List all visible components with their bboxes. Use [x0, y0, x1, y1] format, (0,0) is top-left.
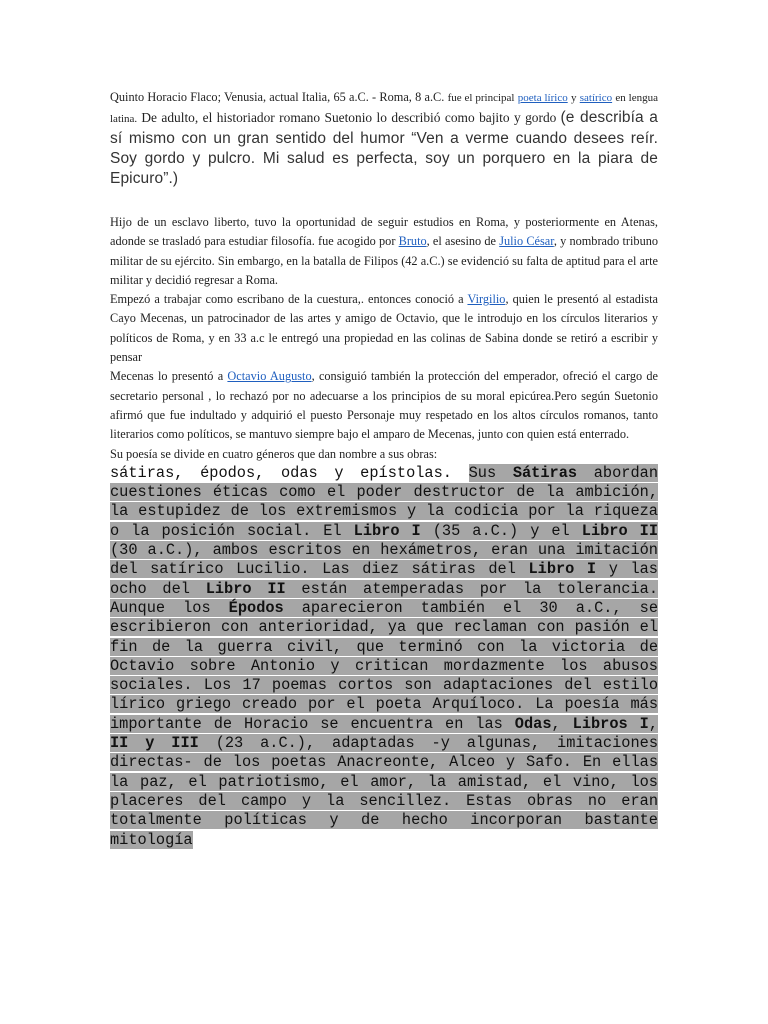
- patron-paragraph: [110, 367, 658, 444]
- works-text: están atemperadas por la tolerancia. Aunque los: [110, 579, 659, 617]
- intro-text-5: De adulto, el historiador romano Suetonio lo describió como bajito y gordo: [141, 110, 557, 125]
- career-paragraph: [110, 290, 658, 367]
- link-bruto[interactable]: Bruto: [398, 234, 427, 249]
- works-bold: Libro II: [581, 521, 659, 540]
- link-virgilio[interactable]: Virgilio: [467, 292, 506, 307]
- link-poeta-lirico[interactable]: poeta lírico: [517, 92, 568, 104]
- spacer: [110, 189, 658, 213]
- works-bold: Libro I: [353, 521, 421, 540]
- works-bold: Épodos: [228, 598, 284, 617]
- works-bold: Libro I: [528, 560, 597, 579]
- works-bold: II y III: [110, 734, 199, 753]
- link-octavio-augusto[interactable]: Octavio Augusto: [227, 369, 312, 384]
- intro-text: Quinto Horacio Flaco; Venusia, actual Italia, 65 a.C. - Roma, 8 a.C.: [110, 90, 445, 104]
- genres-list: sátiras, épodos, odas y epístolas.: [110, 463, 452, 482]
- works-bold: Libro II: [205, 579, 286, 598]
- works-text: (35 a.C.) y el: [432, 521, 570, 540]
- intro-text-3: y: [570, 92, 577, 104]
- bio-text-3: , y nombrado tribuno militar de su ejército. Sin embargo, en la batalla de Filipos (42 a.C.) se evidenció su falta de aptitud para el arte militar y decidió regresar a Roma.: [110, 234, 659, 287]
- career-text-1: Empezó a trabajar como escribano de la cuestura,. entonces conoció a: [110, 292, 464, 307]
- humor-quote: (e describía a sí mismo con un gran sentido del humor “Ven a verme cuando desees reír. Soy gordo y pulcro. Mi salud es perfecta, soy un porquero en la piara de Epicuro”.): [110, 109, 658, 187]
- link-julio-cesar[interactable]: Julio César: [499, 234, 554, 249]
- works-bold: Libros I: [572, 714, 649, 733]
- works-text: (23 a.C.), adaptadas -y algunas, imitaciones directas- de los poetas Anacreonte, Alceo y Safo. En ellas la paz, el patriotismo, el amor, la amistad, el vino, los placeres del campo y la sencillez. Estas obras no eran totalmente políticas y de hecho incorporan bastante mitología: [110, 734, 659, 849]
- intro-paragraph: [110, 88, 658, 189]
- works-text: aparecieron también el 30 a.C., se escribieron con anterioridad, ya que reclaman con pasión el fin de la guerra civil, que terminó con la victoria de Octavio sobre Antonio y critican mordazmente los abusos sociales. Los 17 poemas cortos son adaptaciones del estilo lírico griego creado por el poeta Arquíloco. La poesía más importante de Horacio se encuentra en las: [110, 598, 659, 733]
- works-text: y las ocho del: [110, 560, 658, 598]
- genres-intro: [110, 445, 658, 464]
- link-satirico[interactable]: satírico: [579, 92, 613, 104]
- biography-paragraph: [110, 213, 658, 290]
- works-text: (30 a.C.), ambos escritos en hexámetros, eran una imitación del satírico Lucilio. Las diez sátiras del: [110, 541, 658, 579]
- works-text: ,: [551, 714, 561, 733]
- career-text-2: , quien le presentó al estadista Cayo Mecenas, un patrocinador de las artes y amigo de Octavio, que le introdujo en los círculos literarios y políticos de Roma, y en 33 a.c le entregó una propiedad en las colinas de Sabina donde se retiró a escribir y pensar: [110, 292, 659, 365]
- works-text: abordan cuestiones éticas como el poder destructor de la ambición, la estupidez de los extremismos y la codicia por la riqueza o la posición social. El: [110, 463, 659, 540]
- works-text: ,: [648, 714, 659, 733]
- works-text: Sus: [468, 463, 497, 482]
- document-page: [110, 88, 658, 850]
- bio-text-1: Hijo de un esclavo liberto, tuvo la oportunidad de seguir estudios en Roma, y posteriormente en Atenas, adonde se trasladó para estudiar filosofía. fue acogido por: [110, 215, 658, 249]
- works-paragraph: [110, 464, 658, 850]
- patron-text-2: , consiguió también la protección del emperador, ofreció el cargo de secretario personal , lo rechazó por no adecuarse a los principios de su moral epicúrea.Pero según Suetonio afirmó que fue indultado y adquirió el puesto Personaje muy respetado en los altos círculos romanos, tanto literarios como políticos, se mantuvo siempre bajo el amparo de Mecenas, junto con quien está enterrado.: [110, 369, 659, 442]
- intro-text-2: fue el principal: [447, 92, 515, 104]
- genres-intro-text: Su poesía se divide en cuatro géneros que dan nombre a sus obras:: [110, 446, 438, 461]
- works-bold: Sátiras: [512, 463, 578, 482]
- patron-text-1: Mecenas lo presentó a: [110, 369, 224, 384]
- works-bold: Odas: [514, 714, 552, 733]
- intro-text-4: en lengua latina.: [110, 92, 658, 125]
- bio-text-2: , el asesino de: [426, 234, 496, 249]
